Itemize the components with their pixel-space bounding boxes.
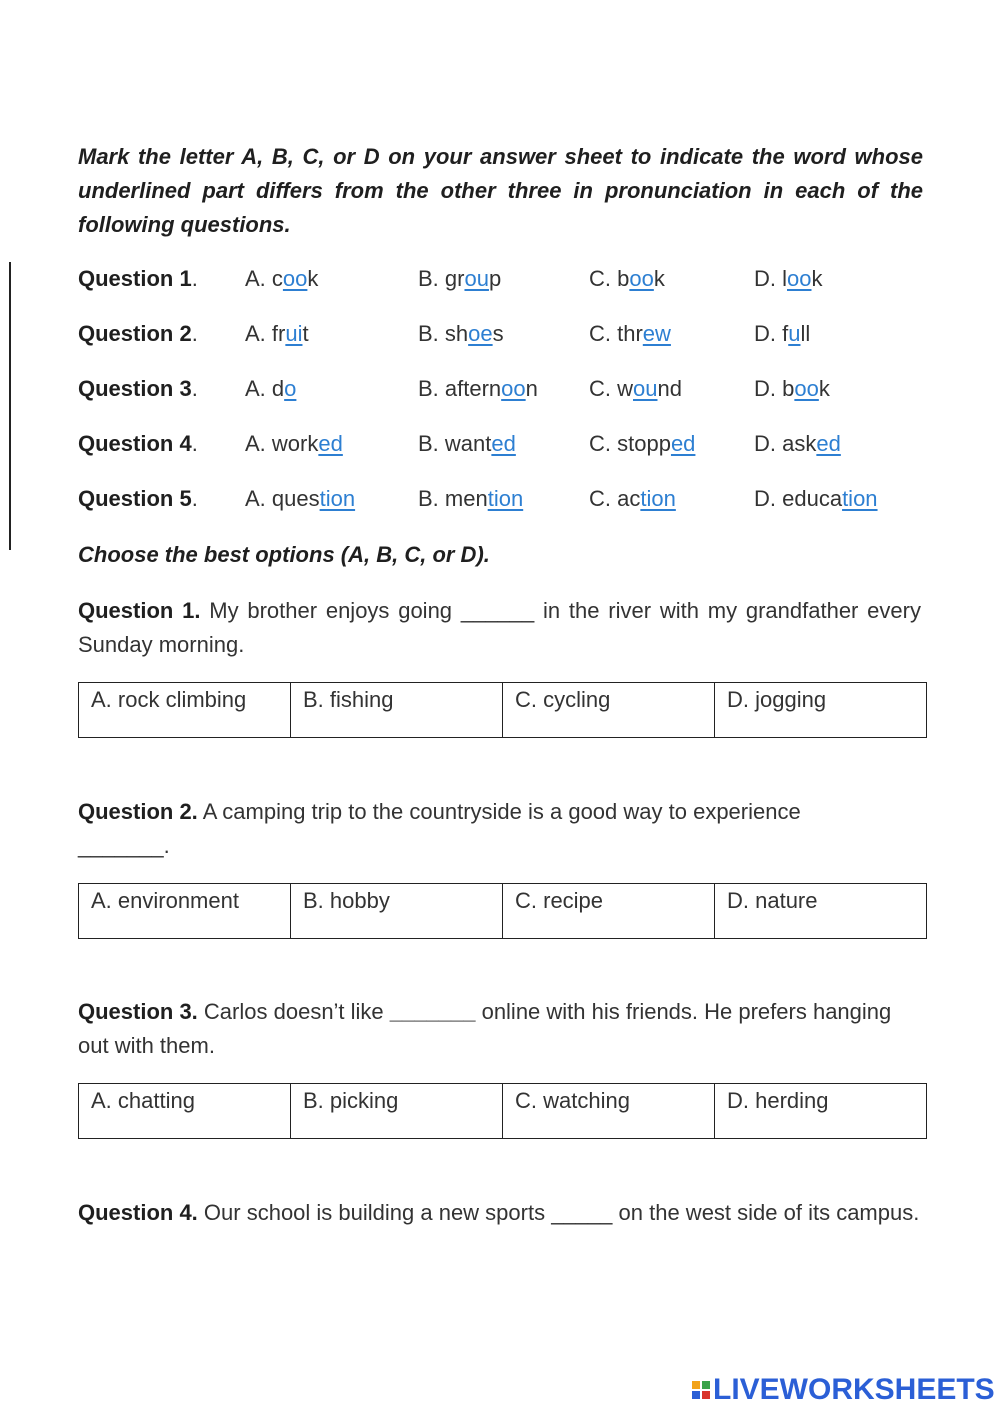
underlined-part: oe: [468, 321, 493, 346]
question-2-text: Question 2. A camping trip to the countryside is a good way to experience _______.: [78, 799, 801, 858]
option-b[interactable]: B. picking: [291, 1084, 503, 1139]
choice-b[interactable]: B. group: [418, 266, 502, 291]
question-label: Question 2.: [78, 321, 198, 346]
logo-square: [702, 1391, 710, 1399]
option-c[interactable]: C. recipe: [503, 884, 715, 939]
answer-blank[interactable]: ______: [460, 598, 535, 623]
option-b[interactable]: B. hobby: [291, 884, 503, 939]
underlined-part: oo: [501, 376, 526, 401]
option-c[interactable]: C. cycling: [503, 683, 715, 738]
question-2-options: [78, 883, 927, 939]
choice-a[interactable]: A. fruit: [245, 321, 309, 346]
margin-line: [9, 262, 11, 550]
question-3-text: Question 3. Carlos doesn’t like _______ online with his friends. He prefers hanging out with them.: [78, 999, 892, 1058]
option-a[interactable]: A. chatting: [79, 1084, 291, 1139]
choice-b[interactable]: B. wanted: [418, 431, 516, 456]
underlined-part: oo: [629, 266, 654, 291]
choice-d[interactable]: D. look: [754, 266, 823, 291]
choice-c[interactable]: C. action: [589, 486, 676, 511]
underlined-part: ed: [318, 431, 343, 456]
logo-square: [692, 1391, 700, 1399]
pronunciation-instructions: Mark the letter A, B, C, or D on your answer sheet to indicate the word whose underlined part differs from the other three in pronunciation in each of the following questions.: [78, 144, 923, 237]
choice-a[interactable]: A. cook: [245, 266, 319, 291]
logo-square: [692, 1381, 700, 1389]
question-3-options: [78, 1083, 927, 1139]
underlined-part: o: [284, 376, 297, 401]
option-d[interactable]: D. nature: [715, 884, 927, 939]
choice-a[interactable]: A. question: [245, 486, 356, 511]
underlined-part: oo: [282, 266, 308, 291]
underlined-part: u: [788, 321, 801, 346]
underlined-part: ou: [633, 376, 658, 401]
question-label: Question 1.: [78, 266, 198, 291]
question-label: Question 1.: [78, 598, 201, 623]
option-c[interactable]: C. watching: [503, 1084, 715, 1139]
choice-c[interactable]: C. threw: [589, 321, 671, 346]
underlined-part: ou: [464, 266, 489, 291]
choice-c[interactable]: C. book: [589, 266, 665, 291]
question-label: Question 3.: [78, 999, 198, 1024]
choice-b[interactable]: B. mention: [418, 486, 524, 511]
choice-c[interactable]: C. wound: [589, 376, 682, 401]
choice-d[interactable]: D. education: [754, 486, 878, 511]
underlined-part: tion: [640, 486, 676, 511]
underlined-part: ui: [285, 321, 303, 346]
question-4-text: Question 4. Our school is building a new sports _____ on the west side of its campus.: [78, 1200, 920, 1225]
question-label: Question 3.: [78, 376, 198, 401]
option-d[interactable]: D. jogging: [715, 683, 927, 738]
logo-mark-icon: [692, 1381, 710, 1399]
logo-square: [702, 1381, 710, 1389]
underlined-part: tion: [487, 486, 524, 511]
underlined-part: ed: [491, 431, 516, 456]
option-d[interactable]: D. herding: [715, 1084, 927, 1139]
option-b[interactable]: B. fishing: [291, 683, 503, 738]
question-1-options: [78, 682, 927, 738]
choice-a[interactable]: A. do: [245, 376, 297, 401]
underlined-part: ed: [670, 431, 696, 456]
underlined-part: oo: [794, 376, 819, 401]
question-label: Question 5.: [78, 486, 198, 511]
underlined-part: ew: [642, 321, 671, 346]
question-label: Question 2.: [78, 799, 198, 824]
choice-d[interactable]: D. book: [754, 376, 830, 401]
liveworksheets-logo[interactable]: [692, 1373, 995, 1407]
answer-blank[interactable]: _______: [78, 833, 164, 858]
underlined-part: tion: [842, 486, 878, 511]
choice-b[interactable]: B. shoes: [418, 321, 504, 346]
option-a[interactable]: A. environment: [79, 884, 291, 939]
logo-text: LIVEWORKSHEETS: [713, 1373, 995, 1406]
question-label: Question 4.: [78, 431, 198, 456]
underlined-part: oo: [787, 266, 812, 291]
underlined-part: ed: [816, 431, 841, 456]
answer-blank[interactable]: _______: [389, 999, 476, 1024]
choice-b[interactable]: B. afternoon: [418, 376, 538, 401]
choice-d[interactable]: D. asked: [754, 431, 841, 456]
underlined-part: tion: [319, 486, 356, 511]
choice-a[interactable]: A. worked: [245, 431, 343, 456]
answer-blank[interactable]: _____: [551, 1200, 613, 1225]
choice-d[interactable]: D. full: [754, 321, 811, 346]
choice-c[interactable]: C. stopped: [589, 431, 696, 456]
question-1-text: Question 1. My brother enjoys going ______ in the river with my grandfather every Sunday morning.: [78, 598, 921, 657]
option-a[interactable]: A. rock climbing: [79, 683, 291, 738]
question-label: Question 4.: [78, 1200, 198, 1225]
options-instructions: Choose the best options (A, B, C, or D).: [78, 542, 490, 567]
